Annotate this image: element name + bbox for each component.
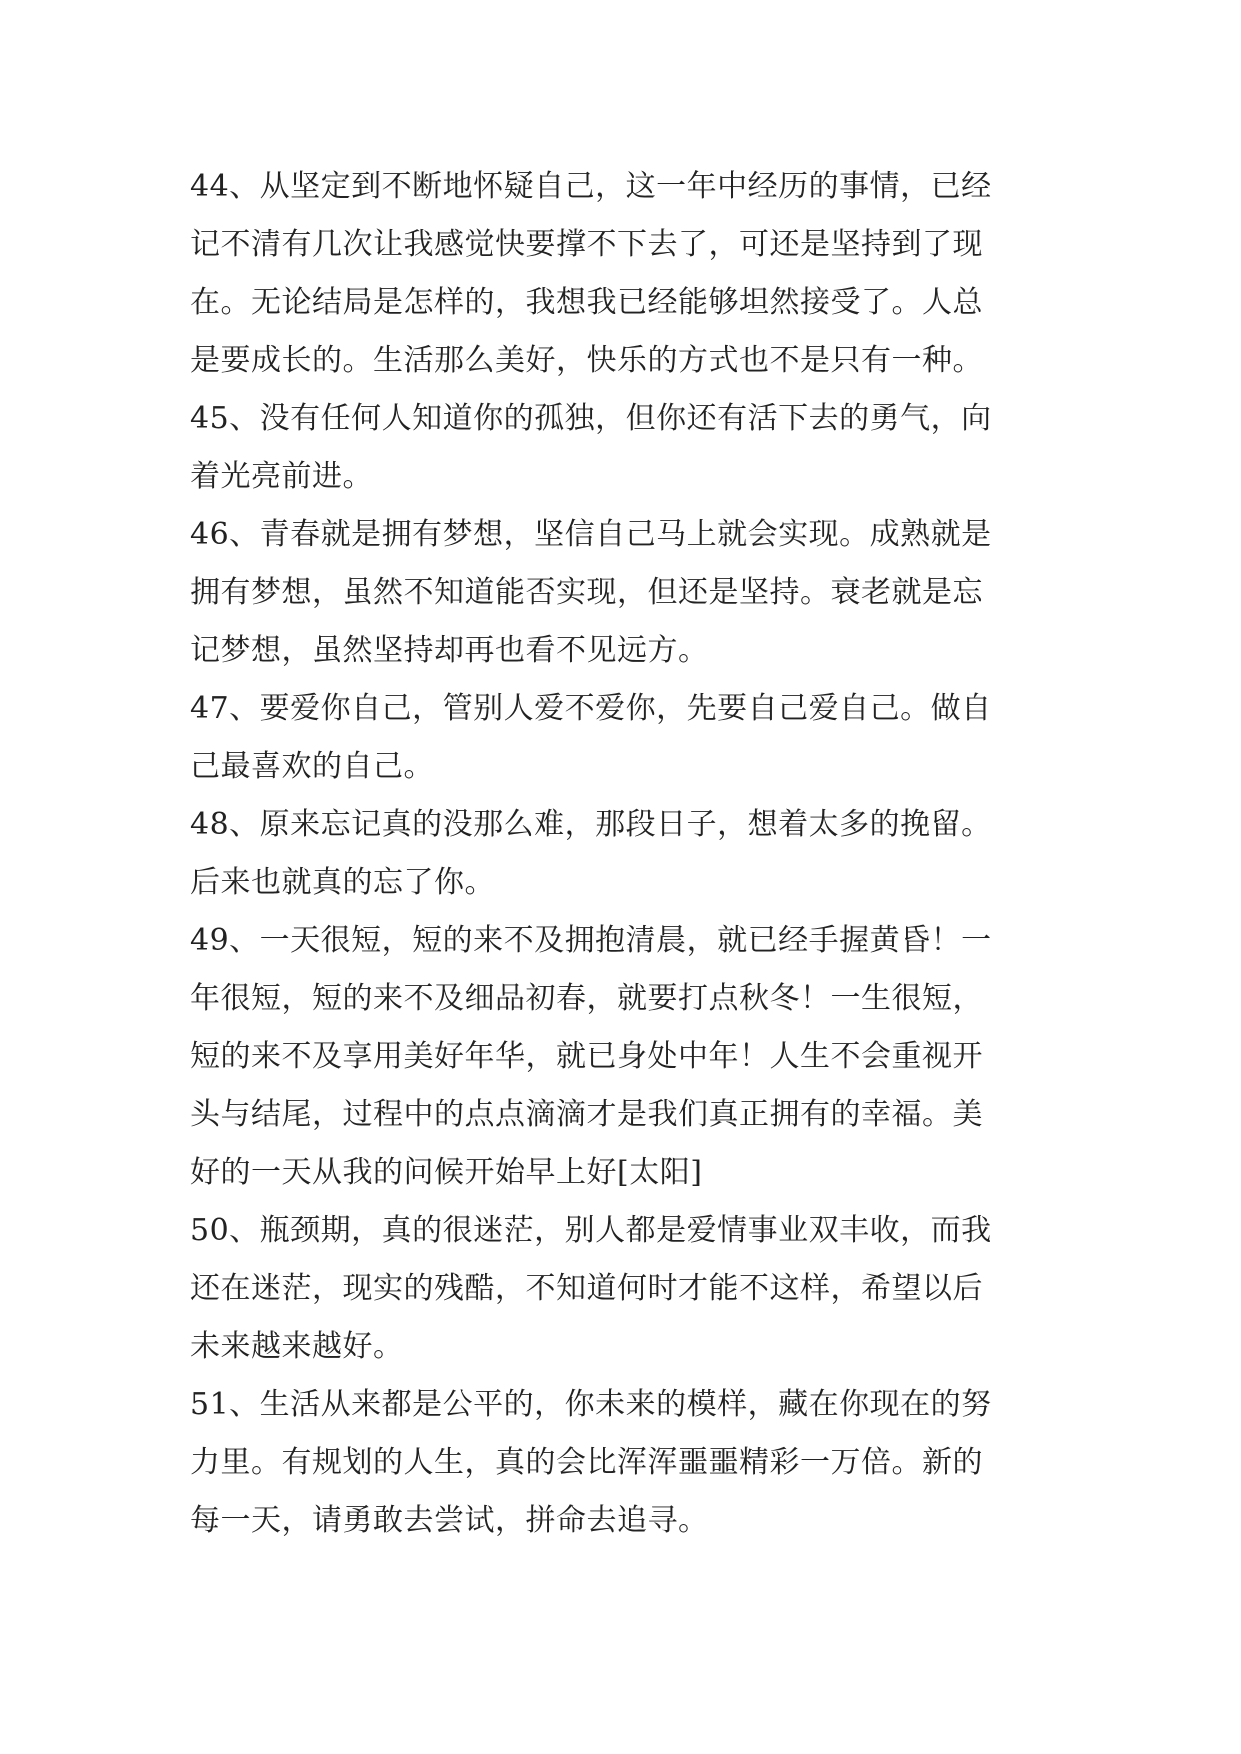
entry-44 [190, 158, 1058, 390]
text-line: 后来也就真的忘了你。 [190, 865, 495, 900]
document-body [190, 158, 1058, 1550]
text-line: 拥有梦想，虽然不知道能否实现，但还是坚持。衰老就是忘 [190, 575, 983, 610]
entry-45 [190, 390, 1058, 506]
entry-48 [190, 796, 1058, 912]
text-line: 好的一天从我的问候开始早上好[太阳] [190, 1155, 703, 1190]
text-line: 在。无论结局是怎样的，我想我已经能够坦然接受了。人总 [190, 285, 983, 320]
text-line: 力里。有规划的人生，真的会比浑浑噩噩精彩一万倍。新的 [190, 1445, 983, 1480]
text-line: 是要成长的。生活那么美好，快乐的方式也不是只有一种。 [190, 343, 983, 378]
text-line: 每一天，请勇敢去尝试，拼命去追寻。 [190, 1503, 709, 1538]
text-line: 48、原来忘记真的没那么难，那段日子，想着太多的挽留。 [190, 807, 992, 842]
entry-50 [190, 1202, 1058, 1376]
text-line: 己最喜欢的自己。 [190, 749, 434, 784]
text-line: 44、从坚定到不断地怀疑自己，这一年中经历的事情，已经 [190, 169, 992, 204]
text-line: 记不清有几次让我感觉快要撑不下去了，可还是坚持到了现 [190, 227, 983, 262]
entry-46 [190, 506, 1058, 680]
text-line: 记梦想，虽然坚持却再也看不见远方。 [190, 633, 709, 668]
text-line: 47、要爱你自己，管别人爱不爱你，先要自己爱自己。做自 [190, 691, 992, 726]
text-line: 年很短，短的来不及细品初春，就要打点秋冬！一生很短， [190, 981, 983, 1016]
text-line: 46、青春就是拥有梦想，坚信自己马上就会实现。成熟就是 [190, 517, 992, 552]
text-line: 45、没有任何人知道你的孤独，但你还有活下去的勇气，向 [190, 401, 992, 436]
text-line: 着光亮前进。 [190, 459, 373, 494]
entry-49 [190, 912, 1058, 1202]
text-line: 49、一天很短，短的来不及拥抱清晨，就已经手握黄昏！一 [190, 923, 992, 958]
text-line: 还在迷茫，现实的残酷，不知道何时才能不这样，希望以后 [190, 1271, 983, 1306]
text-line: 51、生活从来都是公平的，你未来的模样，藏在你现在的努 [190, 1387, 992, 1422]
text-line: 未来越来越好。 [190, 1329, 404, 1364]
entry-47 [190, 680, 1058, 796]
text-line: 头与结尾，过程中的点点滴滴才是我们真正拥有的幸福。美 [190, 1097, 983, 1132]
entry-51 [190, 1376, 1058, 1550]
text-line: 短的来不及享用美好年华，就已身处中年！人生不会重视开 [190, 1039, 983, 1074]
text-line: 50、瓶颈期，真的很迷茫，别人都是爱情事业双丰收，而我 [190, 1213, 992, 1248]
